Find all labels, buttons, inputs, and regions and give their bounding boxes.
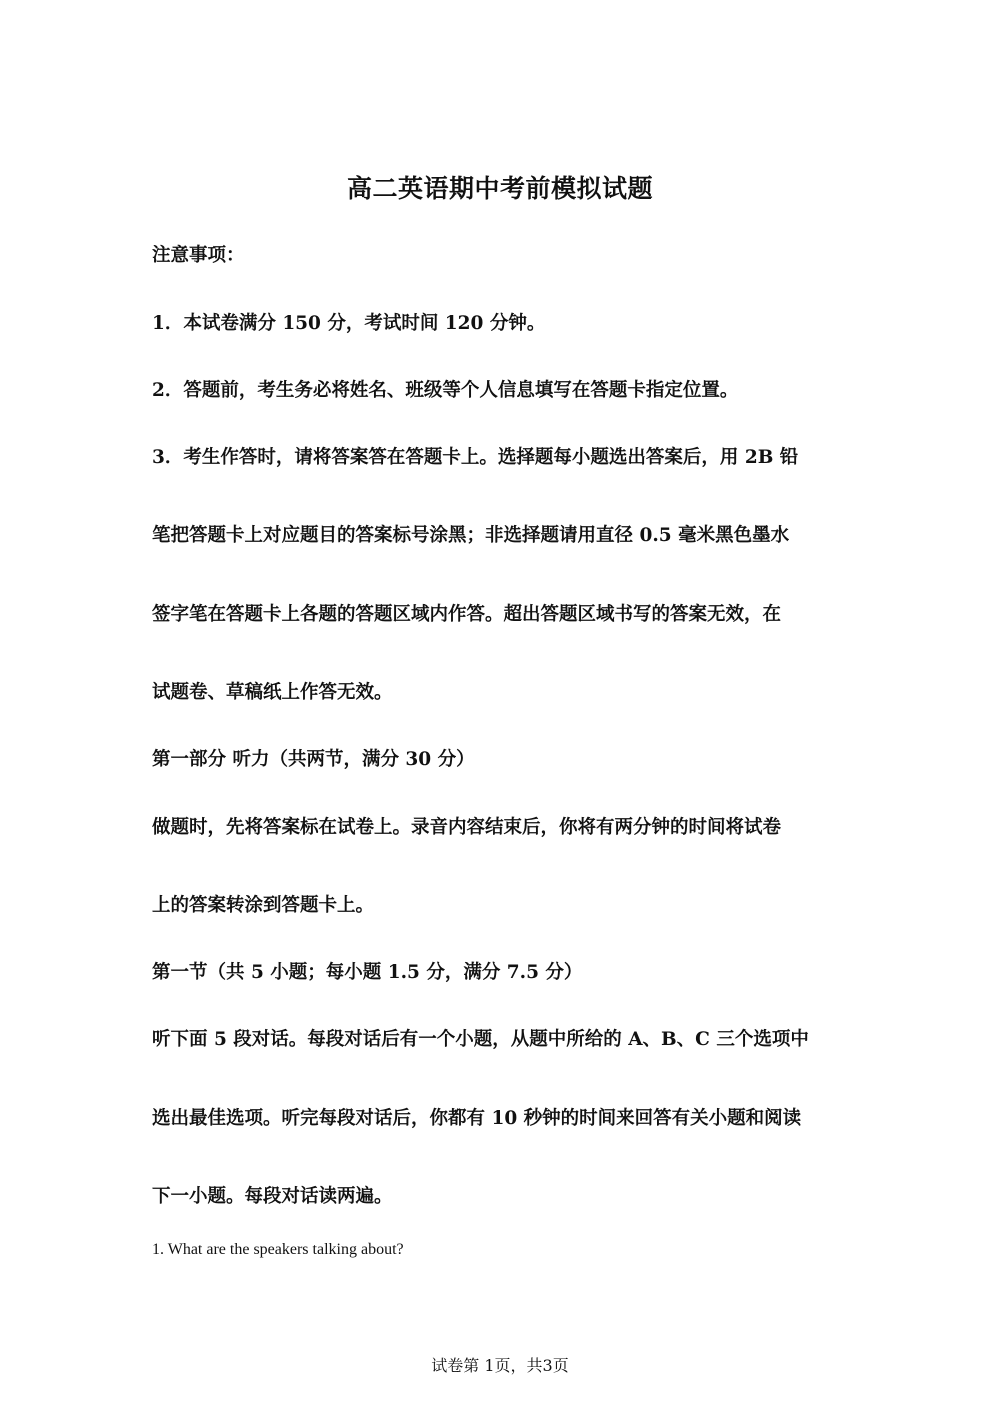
document-title: 高二英语期中考前模拟试题 <box>346 174 653 203</box>
notice-item-3-line-2: 笔把答题卡上对应题目的答案标号涂黑；非选择题请用直径 0.5 毫米黑色墨水 <box>152 525 790 546</box>
notice-item-3-line-1: 3．考生作答时，请将答案答在答题卡上。选择题每小题选出答案后，用 2B 铅 <box>152 447 799 468</box>
part-1-instruction-line-2: 上的答案转涂到答题卡上。 <box>152 895 375 916</box>
notice-item-2: 2．答题前，考生务必将姓名、班级等个人信息填写在答题卡指定位置。 <box>152 380 739 401</box>
part-1-heading: 第一部分 听力（共两节，满分 30 分） <box>152 749 475 770</box>
section-1-heading: 第一节（共 5 小题；每小题 1.5 分，满分 7.5 分） <box>152 962 583 983</box>
question-1: 1. What are the speakers talking about? <box>152 1241 404 1258</box>
part-1-instruction-line-1: 做题时，先将答案标在试卷上。录音内容结束后，你将有两分钟的时间将试卷 <box>152 817 782 838</box>
notice-item-3-line-3: 签字笔在答题卡上各题的答题区域内作答。超出答题区域书写的答案无效，在 <box>152 604 782 625</box>
notice-heading: 注意事项： <box>152 245 245 266</box>
page-footer: 试卷第 1页，共3页 <box>431 1356 569 1375</box>
notice-item-3-line-4: 试题卷、草稿纸上作答无效。 <box>152 682 393 703</box>
notice-item-1: 1．本试卷满分 150 分，考试时间 120 分钟。 <box>152 313 546 334</box>
section-1-instruction-line-3: 下一小题。每段对话读两遍。 <box>152 1186 393 1207</box>
section-1-instruction-line-2: 选出最佳选项。听完每段对话后，你都有 10 秒钟的时间来回答有关小题和阅读 <box>152 1108 802 1129</box>
section-1-instruction-line-1: 听下面 5 段对话。每段对话后有一个小题，从题中所给的 A、B、C 三个选项中 <box>152 1029 809 1050</box>
